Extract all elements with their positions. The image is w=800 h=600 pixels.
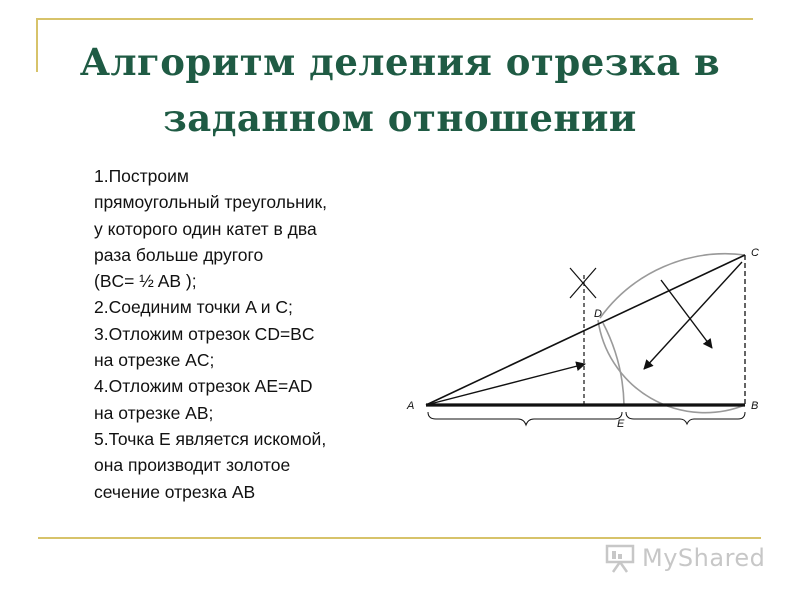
slide-title: Алгоритм деления отрезка в заданном отношении	[79, 40, 721, 140]
watermark-text: MyShared	[642, 544, 766, 572]
construction-diagram	[400, 235, 780, 440]
watermark	[604, 540, 774, 576]
step-2: 2.Соединим точки A и C;	[94, 297, 293, 318]
arc-from-c	[600, 254, 745, 318]
steps-list	[94, 163, 414, 505]
segment-ac	[426, 255, 745, 405]
label-d: D	[594, 308, 602, 320]
frame-bottom-line	[38, 537, 761, 539]
presentation-board-icon	[604, 543, 636, 573]
arc-bc-radius	[598, 320, 745, 413]
frame-left-line	[36, 18, 38, 72]
brace-eb	[626, 412, 745, 424]
step-4: 4.Отложим отрезок AE=AD на отрезке AB;	[94, 376, 313, 423]
step-3: 3.Отложим отрезок CD=BC на отрезке AC;	[94, 323, 315, 371]
label-c: C	[751, 247, 759, 259]
step-1: 1.Построим прямоугольный треугольник, у которого один катет в два раза больше другого (BC= ½ AB );	[94, 166, 328, 292]
arrow-b-to-d	[644, 262, 742, 369]
arrow-a-to-d	[430, 364, 585, 404]
label-e: E	[617, 418, 625, 430]
frame-top-line	[38, 18, 753, 20]
arrow-c-to-b	[661, 280, 712, 348]
label-b: B	[751, 400, 759, 412]
arc-ad-radius	[603, 323, 624, 405]
brace-ae	[428, 412, 622, 425]
label-a: A	[407, 400, 415, 412]
step-5: 5.Точка E является искомой, она производит золотое сечение отрезка AB	[94, 428, 327, 502]
